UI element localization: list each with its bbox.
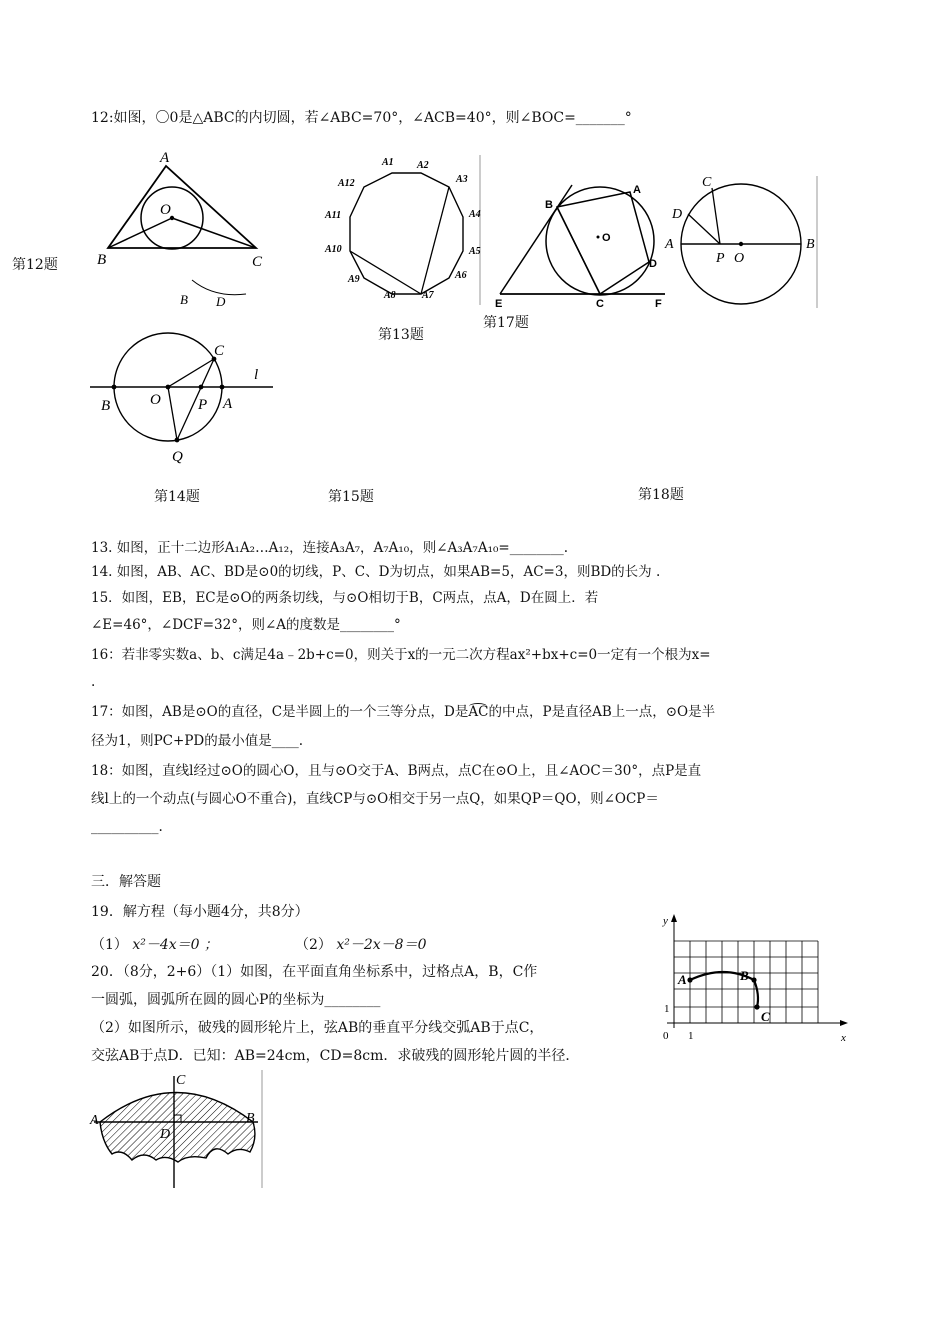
fig17-label-E: E (495, 298, 503, 310)
fig17-label-A: A (633, 184, 641, 196)
q17-post: 的中点，P是直径AB上一点，⊙O是半 (488, 704, 716, 720)
fig17-label-F: F (655, 298, 662, 310)
fig13-label-A7: A7 (422, 290, 434, 301)
grid-label-one-x: 1 (688, 1030, 694, 1042)
grid-label-y: y (663, 915, 668, 927)
q15-text-line2: ∠E=46°，∠DCF=32°，则∠A的度数是________° (91, 617, 401, 633)
fig12-label-A: A (160, 150, 170, 166)
q17-pre: 17：如图，AB是⊙O的直径，C是半圆上的一个三等分点，D是 (91, 704, 469, 720)
grid-label-A: A (678, 972, 687, 987)
caption-12: 第12题 (12, 257, 58, 273)
grid-label-one-y: 1 (664, 1003, 670, 1015)
q18-text-line1: 18：如图，直线l经过⊙O的圆心O，且与⊙O交于A、B两点，点C在⊙O上，且∠AOC＝30°，点P是直 (91, 763, 702, 779)
q18-text-line3: __________. (91, 819, 163, 835)
fig14-label-P: P (198, 397, 208, 413)
q20-text-line1: 20．（8分，2+6）（1）如图，在平面直角坐标系中，过格点A，B，C作 (91, 964, 538, 980)
fig18-label-P: P (716, 251, 725, 266)
q19-part2: （2） x²－2x－8＝0 (295, 937, 427, 953)
q14-text: 14. 如图，AB、AC、BD是⊙0的切线，P、C、D为切点，如果AB=5，AC=3，则BD的长为 . (91, 564, 661, 580)
fig14-label-A: A (223, 396, 233, 412)
wheel-label-C: C (176, 1073, 186, 1088)
q16-text-line1: 16：若非零实数a、b、c满足4a﹣2b+c=0，则关于x的一元二次方程ax²+bx+c=0一定有一个根为x= (91, 647, 711, 663)
fig17-circle-tangents (490, 180, 670, 310)
caption-18: 第18题 (638, 487, 684, 503)
fig12-label-B2: B (180, 292, 188, 307)
caption-14: 第14题 (154, 489, 200, 505)
fig18-circle-diameter (660, 168, 830, 313)
fig17-label-D: D (649, 258, 657, 270)
fig12-label-C: C (252, 254, 263, 270)
caption-13: 第13题 (378, 327, 424, 343)
fig13-label-A1: A1 (382, 157, 394, 168)
fig12-label-D: D (216, 294, 226, 308)
fig13-label-A4: A4 (469, 209, 481, 220)
fig14-label-B: B (101, 398, 111, 414)
fig14-circle-line (88, 325, 288, 470)
fig13-label-A11: A11 (325, 210, 342, 221)
fig13-label-A6: A6 (455, 270, 467, 281)
q19-text: 19．解方程（每小题4分，共8分） (91, 904, 309, 920)
fig18-label-A: A (665, 237, 674, 252)
fig13-label-A2: A2 (417, 160, 429, 171)
q17-arc-ac: AC (468, 704, 489, 720)
q20-text-line4: 交弦AB于点D．已知：AB=24cm，CD=8cm．求破残的圆形轮片圆的半径． (91, 1048, 580, 1064)
fig13-dodecagon (320, 150, 490, 310)
q13-text: 13. 如图，正十二边形A₁A₂…A₁₂，连接A₃A₇，A₇A₁₀，则∠A₃A₇A₁₀=________. (91, 540, 569, 556)
fig12-label-O: O (160, 202, 171, 218)
fig18-label-D: D (672, 207, 683, 222)
fig13-label-A10: A10 (325, 244, 342, 255)
q20-text-line2: 一圆弧，圆弧所在圆的圆心P的坐标为________ (91, 992, 381, 1008)
fig20-grid-arc (652, 910, 852, 1045)
fig17-label-C: C (596, 298, 604, 310)
fig18-label-B: B (806, 237, 815, 252)
section3-title: 三．解答题 (91, 874, 161, 890)
fig14-label-l: l (254, 367, 259, 383)
fig12-label-B: B (97, 252, 107, 268)
wheel-label-D: D (160, 1127, 171, 1142)
fig13-label-A5: A5 (469, 246, 481, 257)
fig14-label-Q: Q (172, 449, 183, 465)
q17-text-line1 (91, 702, 715, 722)
fig14-label-C: C (214, 343, 225, 359)
fig13-label-A12: A12 (338, 178, 355, 189)
fig18-label-O: O (734, 251, 745, 266)
q15-text-line1: 15．如图，EB，EC是⊙O的两条切线，与⊙O相切于B，C两点，点A，D在圆上．若 (91, 590, 599, 606)
caption-17: 第17题 (483, 315, 529, 331)
wheel-label-A: A (90, 1113, 99, 1128)
grid-label-x: x (841, 1032, 846, 1044)
q17-text-line2: 径为1，则PC+PD的最小值是____. (91, 733, 304, 749)
fig17-label-O: O (602, 232, 611, 244)
q20-text-line3: （2）如图所示，破残的圆形轮片上，弦AB的垂直平分线交弧AB于点C， (91, 1020, 544, 1036)
fig20-broken-wheel (88, 1068, 268, 1193)
q19-part1: （1） x²－4x＝0 ； (91, 937, 219, 953)
wheel-label-B: B (246, 1111, 255, 1126)
grid-label-zero: 0 (663, 1030, 669, 1042)
fig12-triangle-incircle (96, 148, 286, 308)
q18-text-line2: 线l上的一个动点(与圆心O不重合)，直线CP与⊙O相交于另一点Q，如果QP＝QO，则∠OCP＝ (91, 791, 659, 807)
grid-label-B: B (740, 968, 749, 983)
caption-15: 第15题 (328, 489, 374, 505)
fig14-label-O: O (150, 392, 161, 408)
fig13-label-A8: A8 (384, 290, 396, 301)
fig18-label-C: C (702, 175, 712, 190)
q16-text-line2: . (91, 674, 96, 690)
fig17-label-B: B (545, 199, 553, 211)
grid-label-C: C (761, 1009, 770, 1024)
fig13-label-A9: A9 (348, 274, 360, 285)
fig13-label-A3: A3 (456, 174, 468, 185)
q12-text: 12:如图，〇0是△ABC的内切圆，若∠ABC=70°，∠ACB=40°，则∠BOC=_______° (91, 110, 632, 126)
